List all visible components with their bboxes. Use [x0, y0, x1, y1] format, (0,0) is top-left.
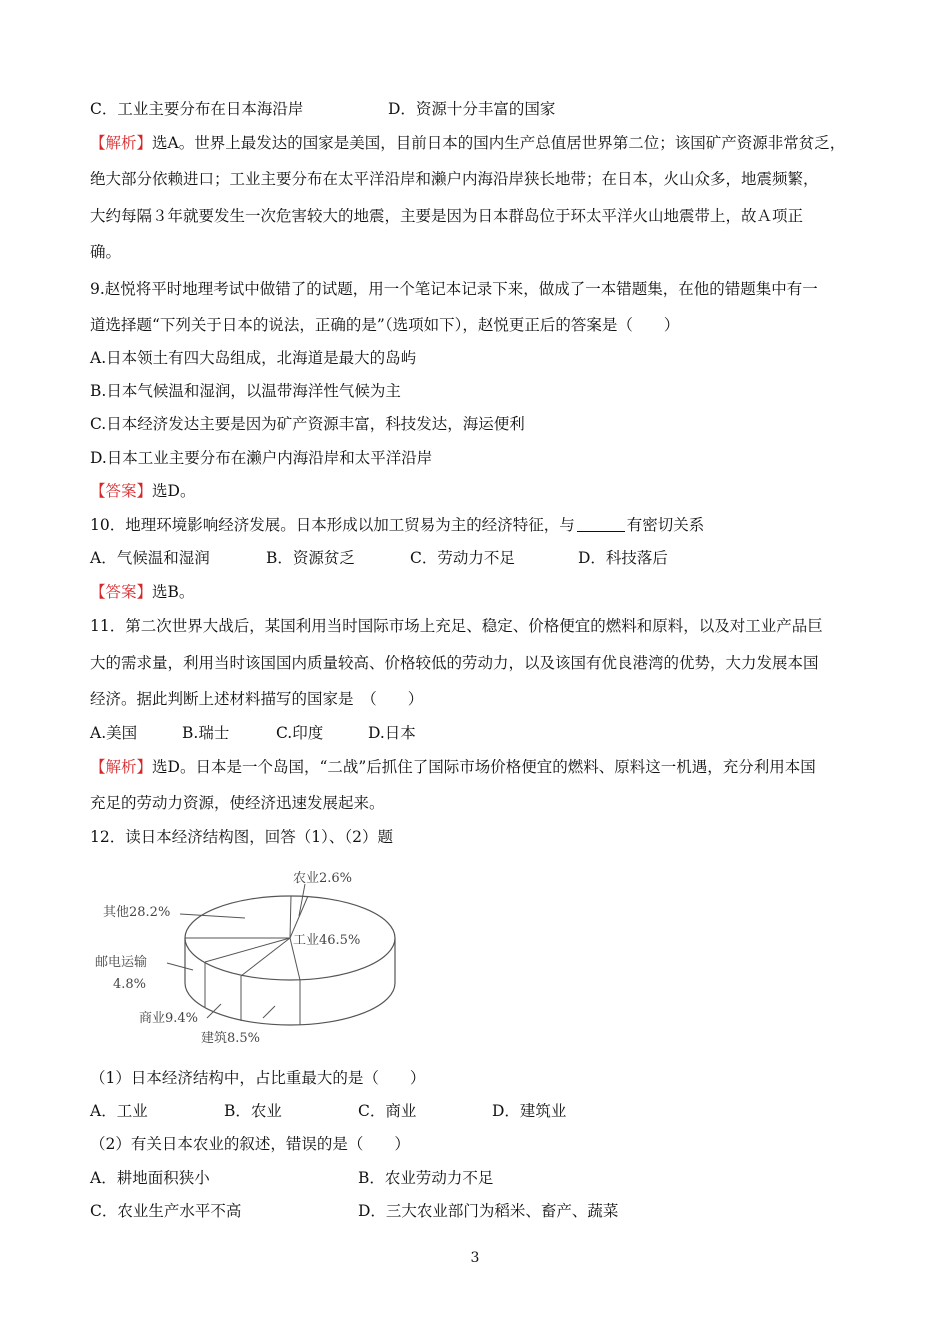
q12-sub1-option-b: B．农业	[224, 1102, 282, 1120]
q10-answer: 【答案】选B。	[90, 583, 195, 601]
q9-option-d: D.日本工业主要分布在濑户内海沿岸和太平洋沿岸	[90, 449, 433, 467]
label-industry: 工业46.5%	[293, 933, 361, 948]
q12-sub1-stem: （1）日本经济结构中，占比重最大的是（ ）	[90, 1069, 426, 1087]
q12-sub2-option-a: A．耕地面积狭小	[90, 1169, 210, 1187]
answer-tag: 【答案】	[90, 583, 153, 601]
q11-option-a: A.美国	[90, 724, 138, 742]
q11-analysis-line-1: 【解析】选D。日本是一个岛国，“二战”后抓住了国际市场价格便宜的燃料、原料这一机遇，充分利用本国	[90, 758, 816, 776]
q11-stem-line-1: 11．第二次世界大战后，某国利用当时国际市场上充足、稳定、价格便宜的燃料和原料，以及对工业产品巨	[90, 617, 823, 635]
q10-stem: 10．地理环境影响经济发展。日本形成以加工贸易为主的经济特征，与 有密切关系	[90, 516, 705, 534]
q12-sub1-option-a: A．工业	[90, 1102, 148, 1120]
label-agriculture: 农业2.6%	[293, 871, 353, 886]
q9-option-c: C.日本经济发达主要是因为矿产资源丰富，科技发达，海运便利	[90, 415, 525, 433]
q10-option-d: D．科技落后	[578, 549, 668, 567]
q11-stem-line-3: 经济。据此判断上述材料描写的国家是 （ ）	[90, 690, 424, 708]
q12-sub2-option-c: C．农业生产水平不高	[90, 1202, 242, 1220]
q10-option-b: B．资源贫乏	[266, 549, 355, 567]
q8-analysis-line-4: 确。	[90, 243, 122, 261]
label-transport-value: 4.8%	[113, 977, 147, 992]
q9-stem-line-2: 道选择题“下列关于日本的说法，正确的是”（选项如下），赵悦更正后的答案是（ ）	[90, 316, 680, 334]
label-commerce: 商业9.4%	[139, 1011, 199, 1026]
answer-blank	[577, 530, 625, 532]
q12-sub1-option-d: D．建筑业	[492, 1102, 567, 1120]
q9-stem-line-1: 9.赵悦将平时地理考试中做错了的试题，用一个笔记本记录下来，做成了一本错题集，在他的错题集中有一	[90, 280, 818, 298]
analysis-tag: 【解析】	[90, 758, 153, 776]
label-transport: 邮电运输	[95, 955, 148, 970]
q11-stem-line-2: 大的需求量，利用当时该国国内质量较高、价格较低的劳动力，以及该国有优良港湾的优势，大力发展本国	[90, 654, 819, 672]
q9-option-b: B.日本气候温和湿润，以温带海洋性气候为主	[90, 382, 401, 400]
label-other: 其他28.2%	[103, 905, 171, 920]
q8-analysis-line-2: 绝大部分依赖进口；工业主要分布在太平洋沿岸和濑户内海沿岸狭长地带；在日本，火山众多，地震频繁，	[90, 170, 819, 188]
q11-option-b: B.瑞士	[182, 724, 230, 742]
economy-structure-pie-chart	[95, 858, 415, 1053]
page-number: 3	[470, 1250, 480, 1266]
q12-sub1-option-c: C．商业	[358, 1102, 417, 1120]
q12-sub2-stem: （2）有关日本农业的叙述，错误的是（ ）	[90, 1135, 410, 1153]
label-construction: 建筑8.5%	[201, 1031, 261, 1046]
q10-option-a: A．气候温和湿润	[90, 549, 210, 567]
q11-option-c: C.印度	[276, 724, 324, 742]
q8-analysis-line-1: 【解析】选A。世界上最发达的国家是美国，目前日本的国内生产总值居世界第二位；该国矿产资源非常贫乏，	[90, 134, 846, 152]
q11-option-d: D.日本	[368, 724, 416, 742]
q12-stem: 12．读日本经济结构图，回答（1）、（2）题	[90, 828, 393, 846]
analysis-tag: 【解析】	[90, 134, 153, 152]
q8-option-d: D．资源十分丰富的国家	[388, 100, 556, 118]
answer-tag: 【答案】	[90, 482, 153, 500]
q11-analysis-line-2: 充足的劳动力资源，使经济迅速发展起来。	[90, 794, 385, 812]
q12-sub2-option-b: B．农业劳动力不足	[358, 1169, 494, 1187]
q8-analysis-line-3: 大约每隔３年就要发生一次危害较大的地震，主要是因为日本群岛位于环太平洋火山地震带上，故Ａ项正	[90, 207, 804, 225]
q12-sub2-option-d: D．三大农业部门为稻米、畜产、蔬菜	[358, 1202, 619, 1220]
q8-option-c: C．工业主要分布在日本海沿岸	[90, 100, 304, 118]
q10-option-c: C．劳动力不足	[410, 549, 515, 567]
q9-option-a: A.日本领土有四大岛组成，北海道是最大的岛屿	[90, 349, 417, 367]
q9-answer: 【答案】选D。	[90, 482, 196, 500]
